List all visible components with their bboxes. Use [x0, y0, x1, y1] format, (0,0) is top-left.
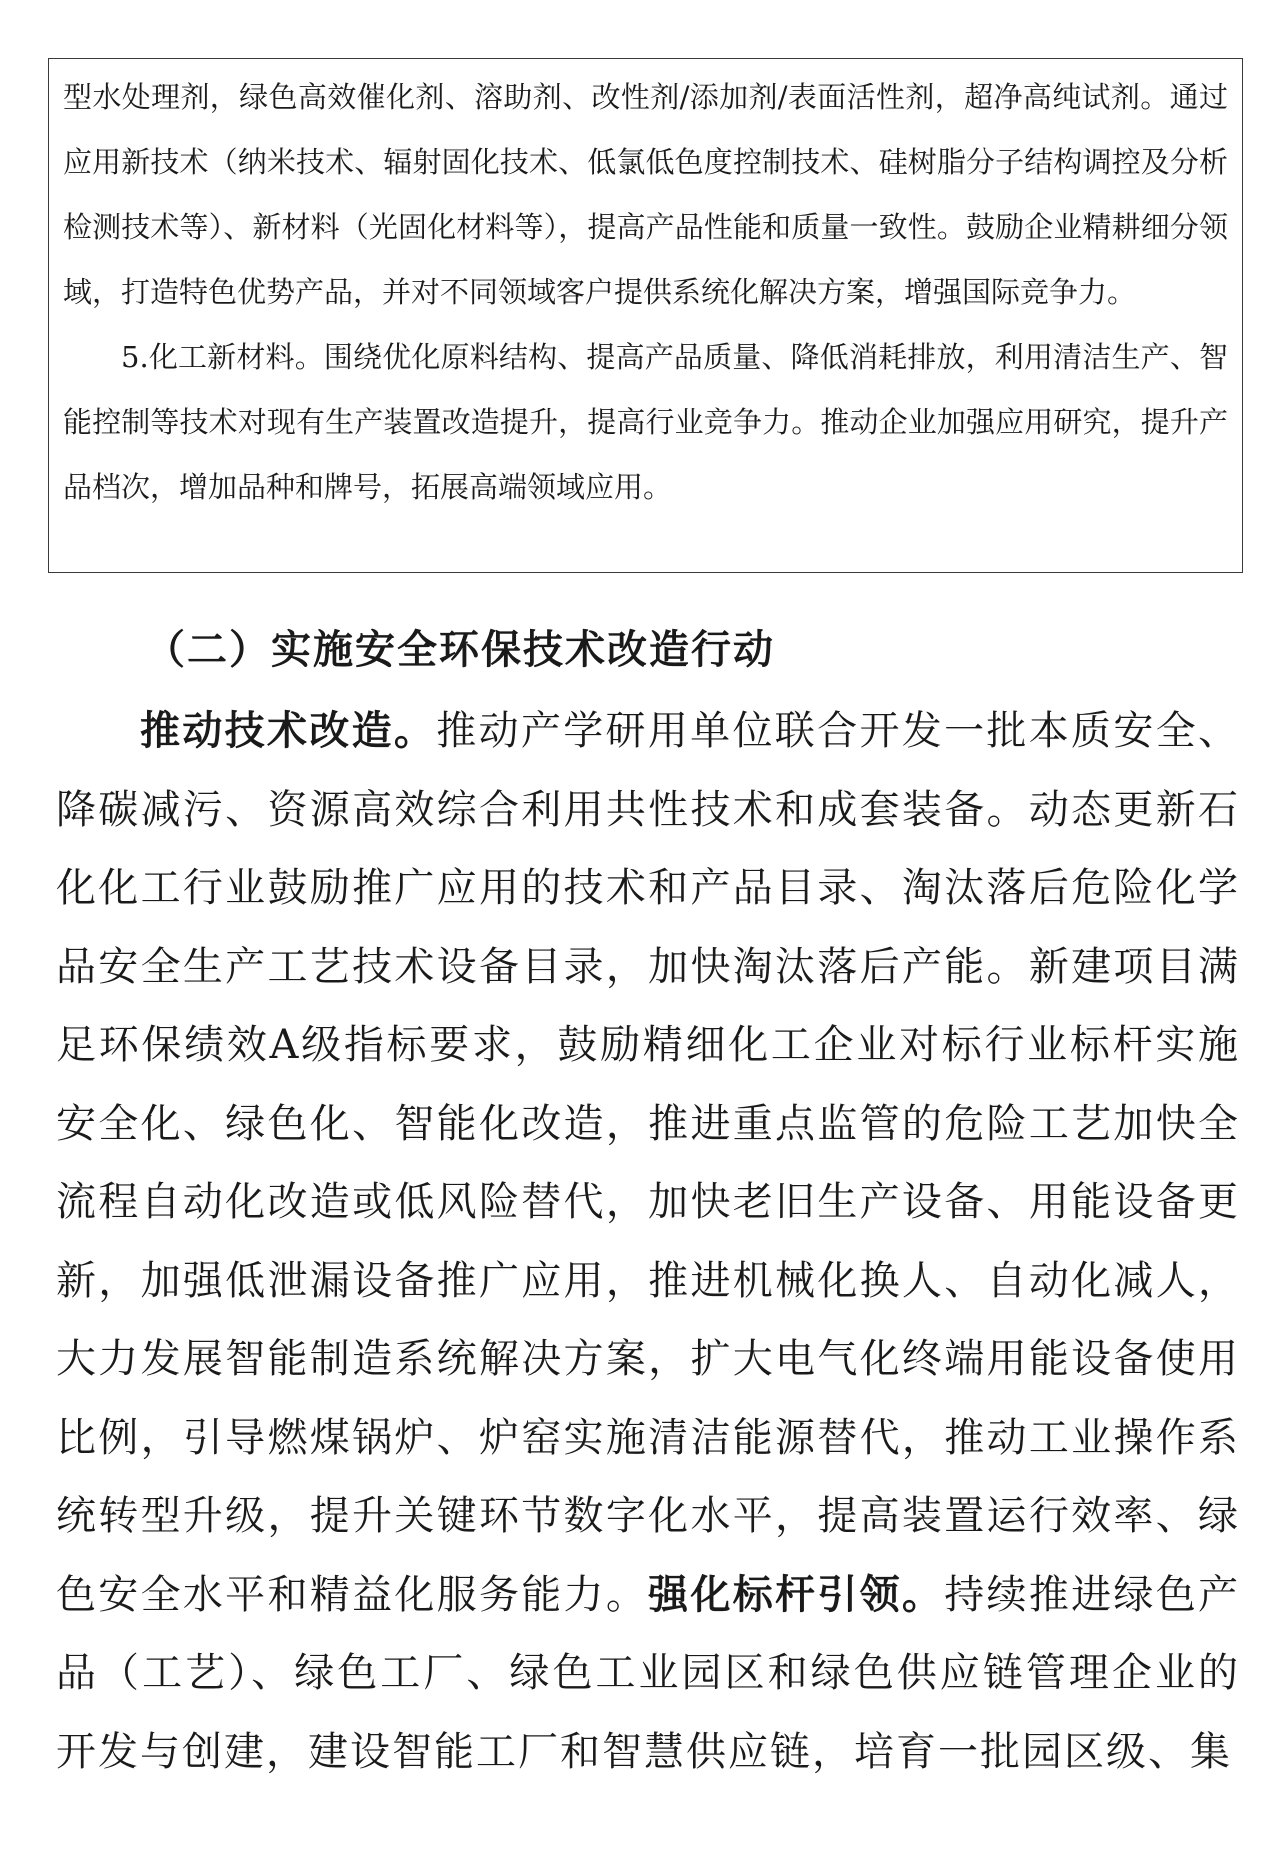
boxed-paragraph-2: 5.化工新材料。围绕优化原料结构、提高产品质量、降低消耗排放，利用清洁生产、智能控制等技术对现有生产装置改造提升，提高行业竞争力。推动企业加强应用研究，提升产品档次，增加品种和牌号，拓展高端领域应用。 [63, 340, 1228, 504]
body-text-2: 持续推进绿色产品（工艺）、绿色工厂、绿色工业园区和绿色供应链管理企业的开发与创建，建设智能工厂和智慧供应链，培育一批园区级、集 [56, 1571, 1241, 1775]
body-text-1: 推动产学研用单位联合开发一批本质安全、降碳减污、资源高效综合利用共性技术和成套装备。动态更新石化化工行业鼓励推广应用的技术和产品目录、淘汰落后危险化学品安全生产工艺技术设备目录，加快淘汰落后产能。新建项目满足环保绩效A级指标要求，鼓励精细化工企业对标行业标杆实施安全化、绿色化、智能化改造，推进重点监管的危险工艺加快全流程自动化改造或低风险替代，加快老旧生产设备、用能设备更新，加强低泄漏设备推广应用，推进机械化换人、自动化减人，大力发展智能制造系统解决方案，扩大电气化终端用能设备使用比例，引导燃煤锅炉、炉窑实施清洁能源替代，推动工业操作系统转型升级，提升关键环节数字化水平，提高装置运行效率、绿色安全水平和精益化服务能力。 [56, 708, 1241, 1618]
boxed-paragraph-1: 型水处理剂，绿色高效催化剂、溶助剂、改性剂/添加剂/表面活性剂，超净高纯试剂。通过应用新技术（纳米技术、辐射固化技术、低氯低色度控制技术、硅树脂分子结构调控及分析检测技术等）、新材料（光固化材料等），提高产品性能和质量一致性。鼓励企业精耕细分领域，打造特色优势产品，并对不同领域客户提供系统化解决方案，增强国际竞争力。 [63, 80, 1228, 309]
section-body [56, 692, 1240, 1791]
lead-phrase-benchmark: 强化标杆引领。 [648, 1570, 945, 1618]
boxed-excerpt [48, 58, 1243, 573]
lead-phrase-tech-upgrade: 推动技术改造。 [140, 707, 437, 754]
section-heading: （二）实施安全环保技术改造行动 [145, 626, 775, 673]
